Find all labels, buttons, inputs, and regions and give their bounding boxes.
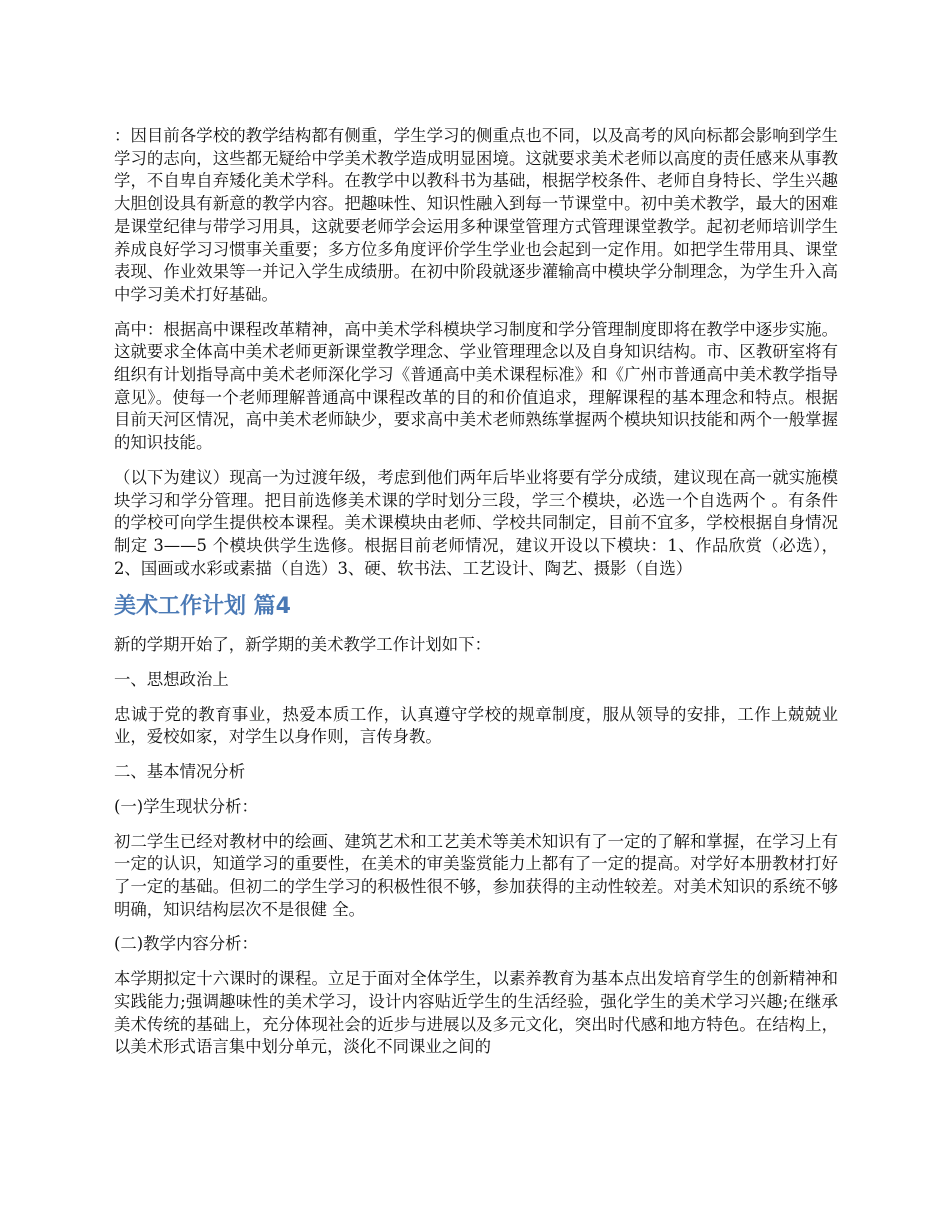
body-paragraph: 高中：根据高中课程改革精神，高中美术学科模块学习制度和学分管理制度即将在教学中逐步实施。这就要求全体高中美术老师更新课堂教学理念、学业管理理念以及自身知识结构。市、区教研室将有组织有计划指导高中美术老师深化学习《普通高中美术课程标准》和《广州市普通高中美术教学指导意见》。使每一个老师理解普通高中课程改革的目的和价值追求，理解课程的基本理念和特点。根据目前天河区情况，高中美术老师缺少，要求高中美术老师熟练掌握两个模块知识技能和两个一般掌握的知识技能。 — [114, 319, 838, 453]
body-paragraph: 本学期拟定十六课时的课程。立足于面对全体学生，以素养教育为基本点出发培育学生的创新精神和实践能力;强调趣味性的美术学习，设计内容贴近学生的生活经验，强化学生的美术学习兴趣;在继承美术传统的基础上，充分体现社会的近步与进展以及多元文化，突出时代感和地方特色。在结构上，以美术形式语言集中划分单元，淡化不同课业之间的 — [114, 969, 838, 1057]
subsection-title: (二)教学内容分析： — [114, 934, 258, 954]
body-paragraph: （以下为建议）现高一为过渡年级，考虑到他们两年后毕业将要有学分成绩，建议现在高一就实施模块学习和学分管理。把目前选修美术课的学时划分三段，学三个模块，必选一个自选两个 。有条件的学校可向学生提供校本课程。美术课模块由老师、学校共同制定，目前不宜多，学校根据自身情况制定 3——5 个模块供学生选修。根据目前老师情况，建议开设以下模块：1、作品欣赏（必选），2、国画或水彩或素描（自选）3、硬、软书法、工艺设计、陶艺、摄影（自选） — [114, 467, 838, 578]
subsection-title: (一)学生现状分析： — [114, 796, 258, 816]
subsection-title: 一、思想政治上 — [114, 670, 229, 690]
body-paragraph: 初二学生已经对教材中的绘画、建筑艺术和工艺美术等美术知识有了一定的了解和掌握，在学习上有一定的认识，知道学习的重要性，在美术的审美鉴赏能力上都有了一定的提高。对学好本册教材打好了一定的基础。但初二的学生学习的积极性很不够，参加获得的主动性较差。对美术知识的系统不够明确，知识结构层次不是很健 全。 — [114, 831, 838, 919]
document-page — [114, 125, 838, 1071]
body-paragraph: ：因目前各学校的教学结构都有侧重，学生学习的侧重点也不同，以及高考的风向标都会影响到学生学习的志向，这些都无疑给中学美术教学造成明显困境。这就要求美术老师以高度的责任感来从事教学，不自卑自弃矮化美术学科。在教学中以教科书为基础，根据学校条件、老师自身特长、学生兴趣大胆创设具有新意的教学内容。把趣味性、知识性融入到每一节课堂中。初中美术教学，最大的困难是课堂纪律与带学习用具，这就要老师学会运用多种课堂管理方式管理课堂教学。起初老师培训学生养成良好学习习惯事关重要；多方位多角度评价学生学业也会起到一定作用。如把学生带用具、课堂表现、作业效果等一并记入学生成绩册。在初中阶段就逐步灌输高中模块学分制理念，为学生升入高中学习美术打好基础。 — [114, 126, 838, 304]
section-heading: 美术工作计划 篇4 — [114, 594, 291, 620]
subsection-title: 二、基本情况分析 — [114, 762, 246, 782]
body-paragraph: 新的学期开始了，新学期的美术教学工作计划如下： — [114, 635, 491, 655]
body-paragraph: 忠诚于党的教育事业，热爱本质工作，认真遵守学校的规章制度，服从领导的安排，工作上兢兢业业，爱校如家，对学生以身作则，言传身教。 — [114, 704, 838, 747]
